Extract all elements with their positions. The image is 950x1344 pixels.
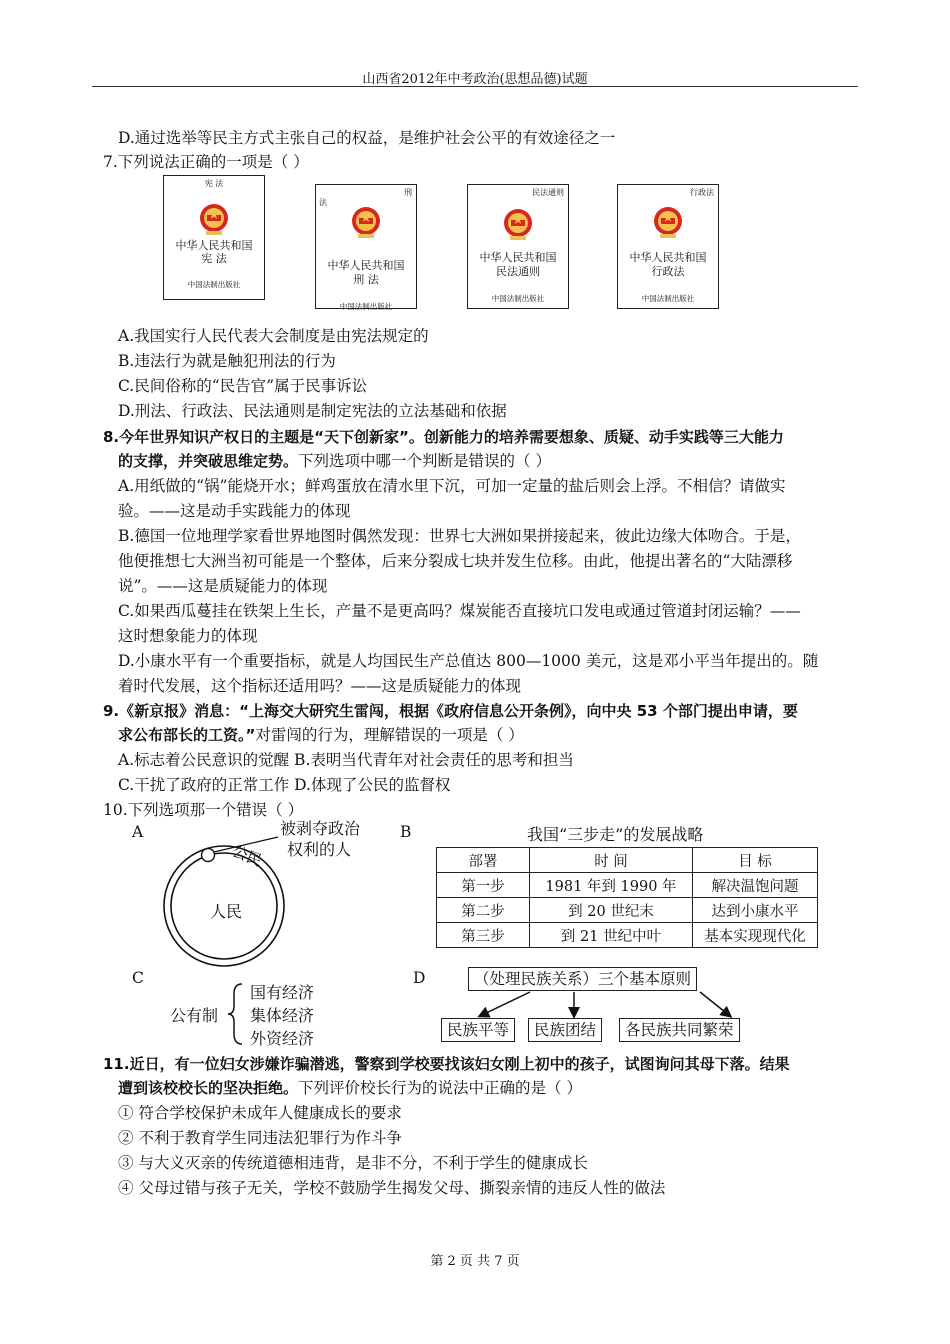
table-cell: 1981 年到 1990 年 [530,873,693,898]
book-title-line1: 中华人民共和国 [629,251,707,264]
book-top-label: 民法通则 [532,188,564,197]
table-cell: 第一步 [437,873,530,898]
q9-options-cd: C.干扰了政府的正常工作 D.体现了公民的监督权 [118,776,451,794]
ownership-item: 外资经济 [250,1029,315,1048]
book-top-label-2: 法 [319,198,327,207]
brace-icon [226,982,246,1046]
principle-box: 民族团结 [528,1018,602,1042]
book-title-line1: 中华人民共和国 [479,251,557,264]
tree-arrows [440,990,760,1020]
book-publisher: 中国法制出版社 [339,302,393,311]
book-top-label: 宪 法 [204,179,224,188]
q10-b-label: B [400,823,412,841]
citizens-label: 公民 [229,842,265,870]
book-civil-law [467,184,569,309]
people-label: 人民 [210,902,243,921]
table-cell: 第三步 [437,923,530,948]
q11-stem-line2-bold: 遭到该校校长的坚决拒绝。 [118,1079,299,1097]
q10-a-label: A [132,823,144,841]
book-title-line2: 行政法 [651,265,685,278]
q11-item: ② 不利于教育学生同违法犯罪行为作斗争 [118,1129,402,1147]
national-emblem-icon [349,205,383,241]
q10-c-label: C [132,969,144,987]
book-publisher: 中国法制出版社 [641,294,695,303]
table-cell: 基本实现现代化 [693,923,818,948]
ownership-item: 集体经济 [250,1006,315,1025]
book-publisher: 中国法制出版社 [187,280,241,289]
three-step-title: 我国“三步走”的发展战略 [527,825,704,844]
table-header-row [437,848,818,873]
q11-stem-line2 [118,1078,582,1098]
book-constitution [163,175,265,300]
table-cell: 到 21 世纪中叶 [530,923,693,948]
book-top-label: 刑 [404,188,412,197]
book-top-label: 行政法 [690,188,714,197]
q8-stem-line1: 8.今年世界知识产权日的主题是“天下创新家”。创新能力的培养需要想象、质疑、动手实践等三大能力 [103,428,784,446]
q8-line: 他便推想七大洲当初可能是一个整体，后来分裂成七块并发生位移。由此，他提出著名的“大陆漂移 [118,552,793,570]
q9-stem-line2-bold: 求公布部长的工资。” [118,726,256,744]
table-row [437,923,818,948]
q8-line: A.用纸做的“锅”能烧开水；鲜鸡蛋放在清水里下沉，可加一定量的盐后则会上浮。不相信？请做实 [118,477,786,495]
q9-stem-line2-rest: 对雷闯的行为，理解错误的一项是（ ） [255,726,524,744]
q11-item: ① 符合学校保护未成年人健康成长的要求 [118,1104,402,1122]
three-step-table [436,847,818,948]
table-header: 部署 [437,848,530,873]
q7-stem: 7.下列说法正确的一项是（ ） [103,153,309,171]
q7-option-d: D.刑法、行政法、民法通则是制定宪法的立法基础和依据 [118,402,507,420]
book-title-line2: 民法通则 [496,265,540,278]
book-publisher: 中国法制出版社 [491,294,545,303]
page-header: 山西省2012年中考政治(思想品德)试题 [362,72,588,87]
public-ownership-label: 公有制 [170,1006,219,1025]
q8-line: 说”。——这是质疑能力的体现 [118,577,328,595]
q8-stem-line2 [118,451,551,471]
book-title-line2: 宪 法 [201,252,227,265]
book-administrative-law [617,184,719,309]
national-emblem-icon [501,207,535,243]
deprived-rights-line1: 被剥夺政治 [280,819,361,838]
table-cell: 达到小康水平 [693,898,818,923]
table-row [437,873,818,898]
ethnic-principles-box: （处理民族关系）三个基本原则 [468,967,697,991]
q9-stem-line1: 9.《新京报》消息：“上海交大研究生雷闯，根据《政府信息公开条例》，向中央 53 个部门提出申请，要 [103,702,798,720]
national-emblem-icon [197,202,231,238]
table-cell: 第二步 [437,898,530,923]
page-footer: 第 2 页 共 7 页 [430,1254,520,1269]
q11-item: ④ 父母过错与孩子无关，学校不鼓励学生揭发父母、撕裂亲情的违反人性的做法 [118,1179,666,1197]
q8-line: 验。——这是动手实践能力的体现 [118,502,351,520]
q8-line: 着时代发展，这个指标还适用吗？——这是质疑能力的体现 [118,677,522,695]
q6-option-d: D.通过选举等民主方式主张自己的权益，是维护社会公平的有效途径之一 [118,129,616,147]
principle-box: 各民族共同繁荣 [619,1018,740,1042]
q7-option-b: B.违法行为就是触犯刑法的行为 [118,352,336,370]
table-cell: 解决温饱问题 [693,873,818,898]
q8-line: 这时想象能力的体现 [118,627,258,645]
q11-item: ③ 与大义灭亲的传统道德相违背，是非不分，不利于学生的健康成长 [118,1154,588,1172]
book-title-line1: 中华人民共和国 [327,259,405,272]
q11-stem-line2-rest: 下列评价校长行为的说法中正确的是（ ） [298,1079,582,1097]
q7-option-c: C.民间俗称的“民告官”属于民事诉讼 [118,377,368,395]
q8-stem-line2-bold: 的支撑，并突破思维定势。 [118,452,299,470]
q8-stem-line2-rest: 下列选项中哪一个判断是错误的（ ） [298,452,551,470]
table-row [437,898,818,923]
national-emblem-icon [651,205,685,241]
q9-stem-line2 [118,725,524,745]
q11-stem-line1: 11.近日，有一位妇女涉嫌诈骗潜逃，警察到学校要找该妇女刚上初中的孩子，试图询问其母下落。结果 [103,1055,790,1073]
q9-options-ab: A.标志着公民意识的觉醒 B.表明当代青年对社会责任的思考和担当 [118,751,574,769]
principle-box: 民族平等 [441,1018,515,1042]
deprived-rights-line2: 权利的人 [287,840,352,859]
table-header: 时 间 [530,848,693,873]
table-header: 目 标 [693,848,818,873]
book-title-line1: 中华人民共和国 [175,239,253,252]
table-cell: 到 20 世纪末 [530,898,693,923]
ownership-item: 国有经济 [250,983,315,1002]
book-title-line2: 刑 法 [353,273,379,286]
header-rule [92,86,858,87]
q10-d-label: D [413,969,426,987]
q8-line: C.如果西瓜蔓挂在铁架上生长，产量不是更高吗？煤炭能否直接坑口发电或通过管道封闭运输？—— [118,602,801,620]
q8-line: B.德国一位地理学家看世界地图时偶然发现：世界七大洲如果拼接起来，彼此边缘大体吻合。于是， [118,527,801,545]
q8-line: D.小康水平有一个重要指标，就是人均国民生产总值达 800—1000 美元，这是邓小平当年提出的。随 [118,652,819,670]
q10-stem: 10.下列选项那一个错误（ ） [103,801,304,819]
book-criminal-law [315,184,417,309]
q7-option-a: A.我国实行人民代表大会制度是由宪法规定的 [118,327,429,345]
